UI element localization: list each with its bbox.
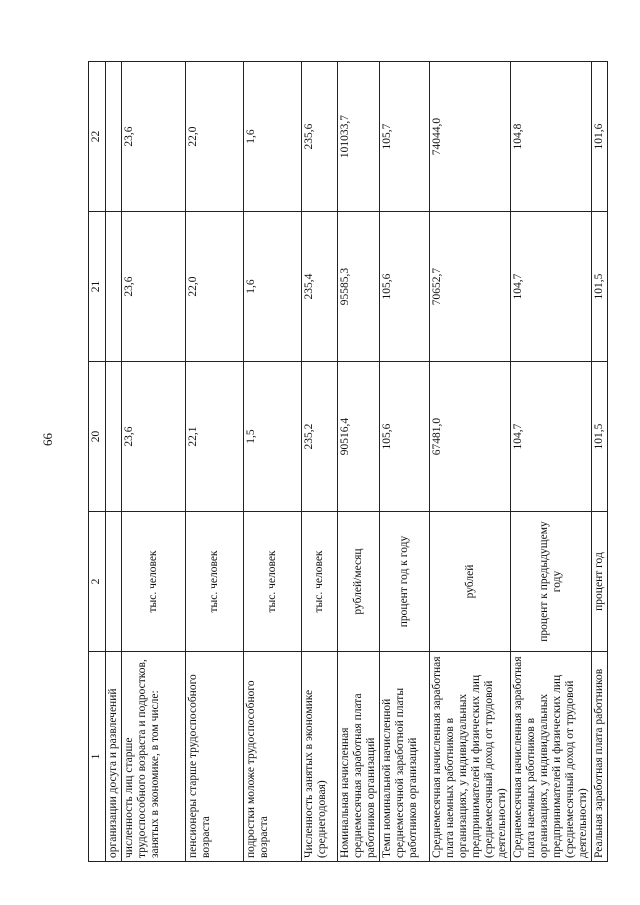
value-cell: 105,7 — [380, 62, 430, 212]
page-number: 66 — [40, 433, 55, 446]
value-cell: 101033,7 — [338, 62, 380, 212]
unit-cell: тыс. человек — [302, 512, 338, 652]
value-cell: 74044,0 — [430, 62, 511, 212]
unit-cell: процент к предыдущему году — [511, 512, 592, 652]
unit-cell: рублей — [430, 512, 511, 652]
rotated-table-container — [88, 62, 605, 862]
indicator-cell: Среднемесячная начисленная заработная плата наемных работников в организациях, у индивидуальных предпринимателей и физических лиц (среднемесячный доход от трудовой деятельности) — [511, 652, 592, 862]
value-cell: 1,6 — [244, 62, 302, 212]
value-cell: 22,1 — [186, 362, 244, 512]
unit-cell: рублей/месяц — [338, 512, 380, 652]
value-cell: 67481,0 — [430, 362, 511, 512]
indicator-cell: Реальная заработная плата работников — [592, 652, 608, 862]
value-cell: 23,6 — [122, 362, 186, 512]
value-cell: 104,7 — [511, 362, 592, 512]
table-row — [122, 62, 186, 862]
value-cell: 23,6 — [122, 62, 186, 212]
value-cell: 95585,3 — [338, 212, 380, 362]
section-row — [106, 62, 122, 862]
value-cell: 104,8 — [511, 62, 592, 212]
header-cell: 1 — [89, 652, 106, 862]
value-cell: 104,7 — [511, 212, 592, 362]
value-cell: 23,6 — [122, 212, 186, 362]
unit-cell: процент год к году — [380, 512, 430, 652]
value-cell: 70652,7 — [430, 212, 511, 362]
value-cell: 1,6 — [244, 212, 302, 362]
value-cell: 101,6 — [592, 62, 608, 212]
indicator-cell: Численность занятых в экономике (среднегодовая) — [302, 652, 338, 862]
value-cell: 22,0 — [186, 212, 244, 362]
section-cell — [106, 512, 122, 652]
indicator-cell: численность лиц старше трудоспособного возраста и подростков, занятых в экономике, в том числе: — [122, 652, 186, 862]
table-row — [511, 62, 592, 862]
table-row — [244, 62, 302, 862]
table-row — [186, 62, 244, 862]
indicator-cell: пенсионеры старше трудоспособного возраста — [186, 652, 244, 862]
value-cell: 235,2 — [302, 362, 338, 512]
value-cell: 1,5 — [244, 362, 302, 512]
table-row — [380, 62, 430, 862]
value-cell: 101,5 — [592, 212, 608, 362]
value-cell: 235,4 — [302, 212, 338, 362]
header-cell: 22 — [89, 62, 106, 212]
header-cell: 20 — [89, 362, 106, 512]
table-row — [430, 62, 511, 862]
unit-cell: тыс. человек — [244, 512, 302, 652]
section-label: организации досуга и развлечений — [106, 652, 122, 862]
header-cell: 21 — [89, 212, 106, 362]
value-cell: 235,6 — [302, 62, 338, 212]
indicator-cell: Темп номинальной начисленной среднемесячной заработной платы работников организаций — [380, 652, 430, 862]
indicator-cell: Среднемесячная начисленная заработная плата наемных работников в организациях, у индивидуальных предпринимателей и физических лиц (среднемесячный доход от трудовой деятельности) — [430, 652, 511, 862]
value-cell: 105,6 — [380, 212, 430, 362]
section-cell — [106, 212, 122, 362]
indicator-cell: Номинальная начисленная среднемесячная заработная плата работников организаций — [338, 652, 380, 862]
indicator-cell: подростки моложе трудоспособного возраста — [244, 652, 302, 862]
header-row — [89, 62, 106, 862]
value-cell: 101,5 — [592, 362, 608, 512]
value-cell: 105,6 — [380, 362, 430, 512]
value-cell: 22,0 — [186, 62, 244, 212]
header-cell: 2 — [89, 512, 106, 652]
section-cell — [106, 362, 122, 512]
value-cell: 90516,4 — [338, 362, 380, 512]
section-cell — [106, 62, 122, 212]
unit-cell: процент год — [592, 512, 608, 652]
unit-cell: тыс. человек — [186, 512, 244, 652]
table-row — [338, 62, 380, 862]
unit-cell: тыс. человек — [122, 512, 186, 652]
table-row — [302, 62, 338, 862]
table-row — [592, 62, 608, 862]
data-table — [88, 61, 608, 862]
